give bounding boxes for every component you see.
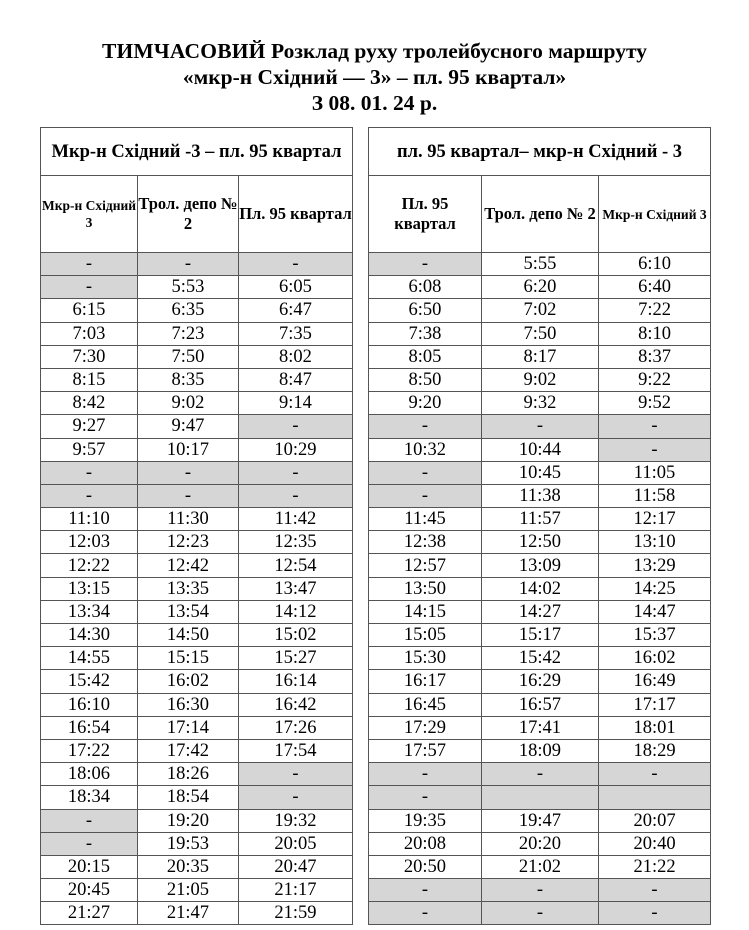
time-cell: 12:23 [138,531,239,554]
table-row [369,739,711,762]
time-cell: 8:42 [41,392,138,415]
time-cell: 16:02 [138,670,239,693]
table-row [41,345,353,368]
table-row [369,855,711,878]
time-cell: 10:44 [482,438,599,461]
time-cell: 18:01 [599,716,711,739]
time-cell: 16:17 [369,670,482,693]
time-cell: 20:08 [369,832,482,855]
time-cell: - [41,276,138,299]
time-cell: - [369,461,482,484]
time-cell: 11:10 [41,508,138,531]
time-cell: 19:32 [239,809,353,832]
table-row [369,276,711,299]
time-cell: 8:37 [599,345,711,368]
table-row [41,786,353,809]
table-row [369,786,711,809]
table-row [41,508,353,531]
time-cell: 12:17 [599,508,711,531]
time-cell: 15:37 [599,624,711,647]
time-cell: 21:02 [482,855,599,878]
time-cell: - [239,763,353,786]
time-cell: 17:14 [138,716,239,739]
time-cell: 12:57 [369,554,482,577]
time-cell: 18:09 [482,739,599,762]
table-row [41,879,353,902]
table-row [41,716,353,739]
time-cell: 16:14 [239,670,353,693]
title-line-1 [0,38,749,64]
time-cell: 13:50 [369,577,482,600]
table-row [41,902,353,925]
time-cell: 6:50 [369,299,482,322]
time-cell: 11:45 [369,508,482,531]
time-cell: 8:15 [41,368,138,391]
time-cell: 19:53 [138,832,239,855]
time-cell: 17:57 [369,739,482,762]
time-cell: 15:02 [239,624,353,647]
time-cell: - [41,253,138,276]
time-cell: 9:14 [239,392,353,415]
time-cell: 15:27 [239,647,353,670]
time-cell [599,786,711,809]
time-cell: - [369,415,482,438]
time-cell: 14:47 [599,600,711,623]
time-cell: 8:02 [239,345,353,368]
time-cell: 11:38 [482,484,599,507]
time-cell: 7:30 [41,345,138,368]
time-cell: - [239,786,353,809]
time-cell: - [239,415,353,438]
schedule-table-outbound [40,127,353,925]
table-row [369,600,711,623]
time-cell: 7:02 [482,299,599,322]
table-row [369,763,711,786]
time-cell: 9:57 [41,438,138,461]
table-row [369,879,711,902]
time-cell: 15:15 [138,647,239,670]
time-cell: - [599,902,711,925]
table-row [41,368,353,391]
table-row [41,624,353,647]
time-cell: 9:22 [599,368,711,391]
table-row [369,716,711,739]
time-cell: - [239,253,353,276]
time-cell: 12:54 [239,554,353,577]
time-cell: 18:34 [41,786,138,809]
table-row [369,624,711,647]
table-row [41,763,353,786]
time-cell: 16:02 [599,647,711,670]
time-cell: 8:50 [369,368,482,391]
time-cell: 13:34 [41,600,138,623]
time-cell [482,786,599,809]
column-header: Мкр-н Східний 3 [599,176,711,253]
table-row [369,368,711,391]
table-row [369,438,711,461]
table-row [41,809,353,832]
table-row [369,647,711,670]
time-cell: 12:50 [482,531,599,554]
table-row [41,461,353,484]
table-row [369,508,711,531]
table-row [369,484,711,507]
time-cell: 15:42 [41,670,138,693]
time-cell: - [599,763,711,786]
time-cell: 11:30 [138,508,239,531]
time-cell: 17:54 [239,739,353,762]
time-cell: 16:30 [138,693,239,716]
table-row [41,600,353,623]
time-cell: 15:30 [369,647,482,670]
time-cell: 18:06 [41,763,138,786]
time-cell: 16:57 [482,693,599,716]
table-row [369,415,711,438]
time-cell: 21:27 [41,902,138,925]
time-cell: 19:47 [482,809,599,832]
time-cell: - [41,484,138,507]
table-row [369,322,711,345]
time-cell: - [138,484,239,507]
time-cell: 18:54 [138,786,239,809]
time-cell: - [599,438,711,461]
table-row [41,392,353,415]
time-cell: - [482,415,599,438]
table-row [369,531,711,554]
time-cell: 9:02 [138,392,239,415]
time-cell: 9:20 [369,392,482,415]
time-cell: - [369,786,482,809]
outbound-rows [41,253,353,925]
time-cell: 8:05 [369,345,482,368]
time-cell: 10:17 [138,438,239,461]
time-cell: 13:29 [599,554,711,577]
table-row [41,855,353,878]
time-cell: - [41,809,138,832]
time-cell: - [482,902,599,925]
table-row [41,739,353,762]
table-row [369,902,711,925]
time-cell: 11:58 [599,484,711,507]
time-cell: 21:05 [138,879,239,902]
time-cell: 11:05 [599,461,711,484]
time-cell: 20:45 [41,879,138,902]
time-cell: 18:29 [599,739,711,762]
time-cell: - [138,461,239,484]
time-cell: 6:40 [599,276,711,299]
table-row [41,415,353,438]
table-row [369,554,711,577]
time-cell: 14:50 [138,624,239,647]
table-row [369,392,711,415]
time-cell: 20:05 [239,832,353,855]
time-cell: 21:22 [599,855,711,878]
time-cell: 14:27 [482,600,599,623]
time-cell: 13:09 [482,554,599,577]
time-cell: 20:40 [599,832,711,855]
table-row [41,554,353,577]
table-row [369,345,711,368]
time-cell: 17:17 [599,693,711,716]
time-cell: 17:22 [41,739,138,762]
time-cell: - [369,484,482,507]
time-cell: 17:41 [482,716,599,739]
time-cell: 6:47 [239,299,353,322]
time-cell: 16:45 [369,693,482,716]
time-cell: - [599,879,711,902]
time-cell: 21:59 [239,902,353,925]
time-cell: 13:47 [239,577,353,600]
time-cell: 15:05 [369,624,482,647]
column-header: Трол. депо № 2 [482,176,599,253]
return-heading: пл. 95 квартал– мкр-н Східний - 3 [369,128,711,176]
time-cell: - [482,879,599,902]
time-cell: 8:10 [599,322,711,345]
time-cell: 17:29 [369,716,482,739]
time-cell: 6:08 [369,276,482,299]
time-cell: 7:35 [239,322,353,345]
time-cell: 13:35 [138,577,239,600]
time-cell: 9:52 [599,392,711,415]
time-cell: 7:50 [138,345,239,368]
table-row [41,276,353,299]
schedule-table-return [368,127,711,925]
time-cell: 5:53 [138,276,239,299]
time-cell: 9:32 [482,392,599,415]
time-cell: 6:05 [239,276,353,299]
table-row [41,322,353,345]
time-cell: 14:25 [599,577,711,600]
table-row [369,253,711,276]
time-cell: 9:02 [482,368,599,391]
time-cell: 7:38 [369,322,482,345]
time-cell: 14:55 [41,647,138,670]
column-header: Пл. 95 квартал [369,176,482,253]
time-cell: - [369,902,482,925]
time-cell: - [41,832,138,855]
table-row [369,299,711,322]
table-row [41,299,353,322]
time-cell: 16:29 [482,670,599,693]
document-title [0,38,749,116]
time-cell: - [369,253,482,276]
time-cell: 19:35 [369,809,482,832]
table-row [369,693,711,716]
time-cell: 7:03 [41,322,138,345]
time-cell: 12:42 [138,554,239,577]
time-cell: 6:15 [41,299,138,322]
table-row [369,670,711,693]
table-row [41,670,353,693]
time-cell: 13:10 [599,531,711,554]
time-cell: 6:35 [138,299,239,322]
time-cell: 17:26 [239,716,353,739]
time-cell: 8:47 [239,368,353,391]
table-row [41,577,353,600]
table-row [41,647,353,670]
table-row [41,253,353,276]
time-cell: - [239,484,353,507]
time-cell: 15:42 [482,647,599,670]
time-cell: - [482,763,599,786]
time-cell: 18:26 [138,763,239,786]
time-cell: 20:50 [369,855,482,878]
time-cell: 7:22 [599,299,711,322]
table-row [41,484,353,507]
time-cell: 12:03 [41,531,138,554]
time-cell: 7:50 [482,322,599,345]
time-cell: 8:17 [482,345,599,368]
table-row [369,809,711,832]
time-cell: 13:54 [138,600,239,623]
time-cell: - [369,763,482,786]
time-cell: 10:32 [369,438,482,461]
time-cell: 20:35 [138,855,239,878]
time-cell: 20:07 [599,809,711,832]
time-cell: 14:30 [41,624,138,647]
time-cell: 12:38 [369,531,482,554]
table-row [369,461,711,484]
time-cell: 15:17 [482,624,599,647]
time-cell: 6:20 [482,276,599,299]
time-cell: - [599,415,711,438]
time-cell: 11:57 [482,508,599,531]
time-cell: 12:35 [239,531,353,554]
time-cell: 12:22 [41,554,138,577]
time-cell: 16:10 [41,693,138,716]
title-line-1-rest: Розклад руху тролейбусного маршруту [270,39,648,63]
time-cell: 16:42 [239,693,353,716]
title-line-2: «мкр-н Східний — 3» – пл. 95 квартал» [182,65,567,89]
time-cell: 13:15 [41,577,138,600]
time-cell: 7:23 [138,322,239,345]
time-cell: 20:20 [482,832,599,855]
time-cell: 6:10 [599,253,711,276]
table-row [369,832,711,855]
time-cell: - [41,461,138,484]
time-cell: 10:45 [482,461,599,484]
title-date: З 08. 01. 24 р. [311,91,438,115]
time-cell: 10:29 [239,438,353,461]
time-cell: - [138,253,239,276]
time-cell: 11:42 [239,508,353,531]
time-cell: 14:12 [239,600,353,623]
time-cell: 14:15 [369,600,482,623]
time-cell: 16:54 [41,716,138,739]
time-cell: 21:17 [239,879,353,902]
time-cell: 14:02 [482,577,599,600]
time-cell: 20:47 [239,855,353,878]
table-row [369,577,711,600]
table-row [41,531,353,554]
time-cell: 5:55 [482,253,599,276]
column-header: Трол. депо № 2 [138,176,239,253]
time-cell: 9:47 [138,415,239,438]
time-cell: 20:15 [41,855,138,878]
time-cell: 16:49 [599,670,711,693]
title-caps: ТИМЧАСОВИЙ [101,39,266,63]
time-cell: - [369,879,482,902]
column-header: Пл. 95 квартал [239,176,353,253]
table-row [41,832,353,855]
time-cell: 21:47 [138,902,239,925]
time-cell: 9:27 [41,415,138,438]
table-row [41,693,353,716]
column-header: Мкр-н Східний 3 [41,176,138,253]
table-row [41,438,353,461]
return-rows [369,253,711,925]
time-cell: 17:42 [138,739,239,762]
outbound-heading: Мкр-н Східний -3 – пл. 95 квартал [41,128,353,176]
time-cell: - [239,461,353,484]
time-cell: 19:20 [138,809,239,832]
time-cell: 8:35 [138,368,239,391]
